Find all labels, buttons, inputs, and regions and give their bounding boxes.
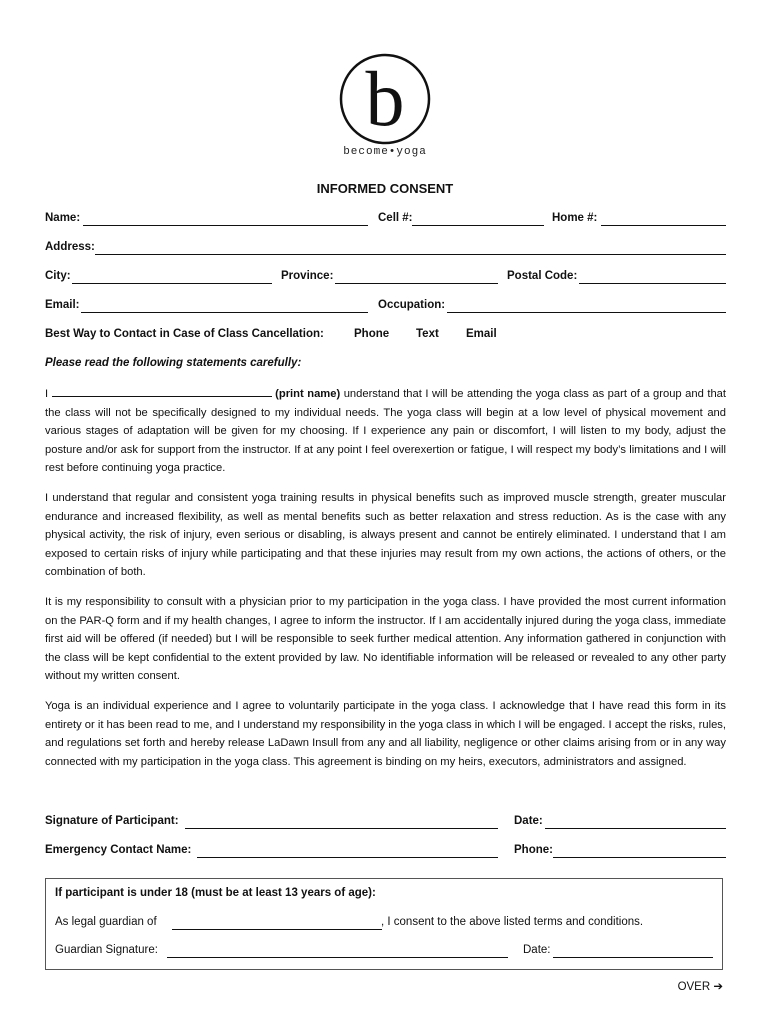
participant-signature-field[interactable]	[185, 828, 498, 829]
occupation-label: Occupation:	[378, 299, 446, 311]
print-name-label: (print name)	[275, 388, 341, 400]
consent-paragraph-2: I understand that regular and consistent yoga training results in physical benefits such as improved muscle strength, greater muscular endurance and increased flexibility, as well as mental benefits such as better relaxation and stress reduction. As is the case with any physical activity, the risk of injury, even serious or disabling, is always present and cannot be entirely eliminated. I understand that I am exposed to certain risks of injury while participating and that these injuries may result from my own actions, the actions of others, or the combination of both.	[45, 492, 726, 579]
province-label: Province:	[281, 270, 334, 282]
become-yoga-logo	[339, 53, 431, 161]
address-row	[45, 241, 726, 257]
logo-letter: b	[365, 55, 405, 142]
contact-preference-row	[45, 328, 726, 344]
email-row	[45, 299, 726, 315]
city-label: City:	[45, 270, 71, 282]
legal-guardian-prefix: As legal guardian of	[55, 916, 157, 928]
contact-option-phone[interactable]: Phone	[354, 328, 390, 340]
name-label: Name:	[45, 212, 81, 224]
name-field[interactable]	[83, 225, 368, 226]
cell-field[interactable]	[412, 225, 544, 226]
address-field[interactable]	[95, 254, 726, 255]
province-field[interactable]	[335, 283, 498, 284]
emergency-contact-label: Emergency Contact Name:	[45, 844, 192, 856]
emergency-phone-label: Phone:	[514, 844, 553, 856]
consent-paragraph-1	[45, 385, 726, 478]
contact-preference-label: Best Way to Contact in Case of Class Cancellation:	[45, 328, 324, 340]
over-label: OVER	[677, 981, 711, 993]
participant-signature-row	[45, 815, 726, 831]
legal-guardian-suffix: , I consent to the above listed terms and conditions.	[381, 916, 644, 928]
instructions-heading: Please read the following statements carefully:	[45, 357, 302, 369]
right-arrow-icon: ➔	[713, 981, 723, 993]
postal-code-field[interactable]	[579, 283, 726, 284]
page-title: INFORMED CONSENT	[316, 181, 454, 196]
participant-date-field[interactable]	[545, 828, 726, 829]
logo-circle-icon	[339, 53, 431, 145]
consent-paragraph-3: It is my responsibility to consult with a physician prior to my participation in the yoga class. I have provided the most current information on the PAR-Q form and if my health changes, I agree to inform the instructor. If I am accidentally injured during the yoga class, immediate first aid will be offered (if needed) but I will be responsible to seek further medical attention. Any information gathered in conjunction with the class will be kept confidential to the extent provided by law. No identifiable information will be released or revealed to any other party without my written consent.	[45, 596, 726, 683]
legal-guardian-row	[55, 916, 715, 932]
pronoun-i: I	[45, 388, 49, 400]
email-label: Email:	[45, 299, 80, 311]
email-field[interactable]	[81, 312, 368, 313]
over-page-indicator	[678, 979, 723, 993]
print-name-field[interactable]	[52, 385, 272, 397]
emergency-contact-field[interactable]	[197, 857, 498, 858]
consent-paragraph-4: Yoga is an individual experience and I agree to voluntarily participate in the yoga class. I acknowledge that I have read this form in its entirety or it has been read to me, and I understand my responsibility in the yoga class in which I will be engaged. I accept the risks, rules, and regulations set forth and hereby release LaDawn Insull from any and all liability, negligence or other claims arising from or in any way connected with my participation in the yoga class. This agreement is binding on my heirs, executors, administrators and assigned.	[45, 700, 726, 768]
guardian-date-label: Date:	[523, 944, 551, 956]
guardian-signature-field[interactable]	[167, 957, 508, 958]
guardian-signature-row	[55, 944, 715, 960]
occupation-field[interactable]	[447, 312, 726, 313]
guardian-signature-label: Guardian Signature:	[55, 944, 158, 956]
address-label: Address:	[45, 241, 95, 253]
guardian-consent-box	[45, 878, 723, 970]
home-field[interactable]	[601, 225, 726, 226]
guardian-date-field[interactable]	[553, 957, 713, 958]
city-field[interactable]	[72, 283, 272, 284]
guardian-heading: If participant is under 18 (must be at least 13 years of age):	[55, 887, 376, 899]
emergency-phone-field[interactable]	[553, 857, 726, 858]
guardian-of-name-field[interactable]	[172, 929, 382, 930]
name-row	[45, 212, 726, 228]
cell-label: Cell #:	[378, 212, 413, 224]
emergency-contact-row	[45, 844, 726, 860]
postal-code-label: Postal Code:	[507, 270, 578, 282]
paragraph-1-text: understand that I will be attending the yoga class as part of a group and that the class will not be specifically designed to my individual needs. The yoga class will begin at a low level of physical movement and various stages of adaptation will be given for my choosing. If I experience any pain or discomfort, I will listen to my body, adjust the posture and/or ask for support from the instructor. If at any point I feel overexertion or fatigue, I will respect my body’s limitations and I will rest before continuing yoga practice.	[45, 388, 727, 475]
city-row	[45, 270, 726, 286]
contact-option-email[interactable]: Email	[466, 328, 497, 340]
contact-option-text[interactable]: Text	[416, 328, 439, 340]
participant-signature-label: Signature of Participant:	[45, 815, 179, 827]
participant-date-label: Date:	[514, 815, 543, 827]
logo-wordmark: become•yoga	[343, 146, 427, 158]
home-label: Home #:	[552, 212, 598, 224]
